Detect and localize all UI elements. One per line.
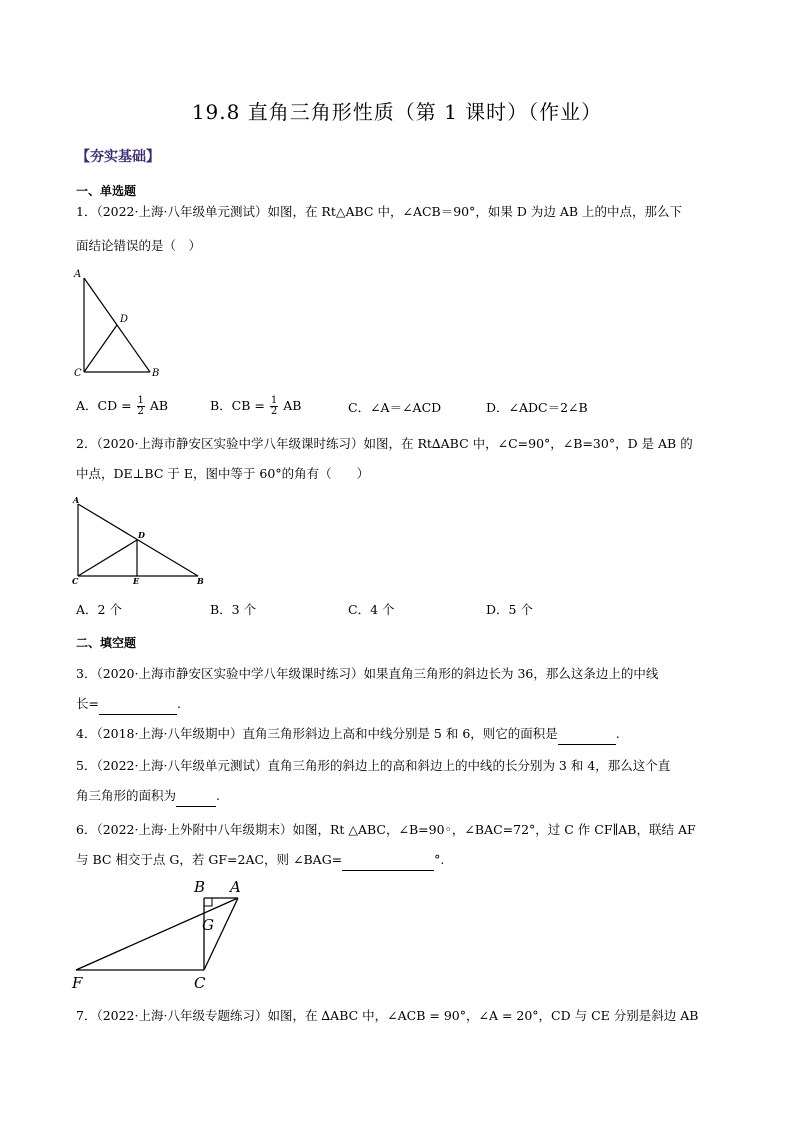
q2-option-c: C．4 个 — [348, 602, 395, 617]
q4-line: 4．（2018·上海·八年级期中）直角三角形斜边上高和中线分别是 5 和 6，则它的面积是 . — [76, 724, 620, 745]
q2-option-b: B．3 个 — [210, 602, 257, 617]
q1-line1: 1．（2022·上海·八年级单元测试）如图，在 Rt△ABC 中，∠ACB＝90°，如果 D 为边 AB 上的中点，那么下 — [76, 204, 683, 219]
q2-option-a: A．2 个 — [76, 602, 122, 617]
q1-triangle-figure — [70, 268, 170, 380]
q5-line1: 5．（2022·上海·八年级单元测试）直角三角形的斜边上的高和斜边上的中线的长分别为 3 和 4，那么这个直 — [76, 758, 671, 773]
q3-line1: 3．（2020·上海市静安区实验中学八年级课时练习）如果直角三角形的斜边长为 36，那么这条边上的中线 — [76, 666, 659, 681]
q6-line2: 与 BC 相交于点 G，若 GF=2AC，则 ∠BAG= °. — [76, 850, 444, 871]
q6-geometry-figure — [66, 876, 256, 994]
q2-option-d: D．5 个 — [486, 602, 533, 617]
q2-line1: 2．（2020·上海市静安区实验中学八年级课时练习）如图，在 Rt∆ABC 中，∠C=90°，∠B=30°，D 是 AB 的 — [76, 436, 693, 451]
q6-label-a: A — [230, 878, 241, 896]
q2-triangle-figure — [70, 494, 210, 586]
q2-label-d: D — [138, 530, 145, 540]
q1-label-b: B — [152, 368, 160, 379]
section-heading: 【夯实基础】 — [76, 149, 160, 165]
q1-label-c: C — [74, 368, 82, 379]
q1-label-d: D — [120, 314, 129, 325]
q5-answer-blank — [176, 786, 216, 807]
part-heading-single-choice: 一、单选题 — [76, 184, 137, 198]
q6-label-f: F — [72, 974, 83, 992]
q6-answer-blank — [342, 850, 434, 871]
q1-label-a: A — [74, 269, 82, 280]
page-title: 19.8 直角三角形性质（第 1 课时）（作业） — [191, 100, 603, 124]
q4-answer-blank — [558, 724, 616, 745]
part-heading-fill-blank: 二、填空题 — [76, 636, 137, 650]
q5-line2: 角三角形的面积为 . — [76, 786, 220, 807]
q6-label-b: B — [194, 878, 206, 896]
q1-option-b: B．CB = $\frac{1}{2}$ AB — [210, 395, 302, 417]
q2-label-c: C — [72, 576, 79, 586]
q2-label-e: E — [133, 576, 140, 586]
q6-label-c: C — [194, 974, 206, 992]
q2-line2: 中点，DE⊥BC 于 E，图中等于 60°的角有（ ） — [76, 466, 370, 481]
q2-label-b: B — [197, 576, 204, 586]
q1-option-d: D．∠ADC＝2∠B — [486, 400, 588, 415]
q3-answer-blank — [99, 694, 177, 715]
q1-line2: 面结论错误的是（ ） — [76, 238, 202, 253]
q1-option-a: A．CD = $\frac{1}{2}$ AB — [76, 395, 169, 417]
q1-option-c: C．∠A＝∠ACD — [348, 400, 442, 415]
q7-line1: 7．（2022·上海·八年级专题练习）如图，在 ∆ABC 中，∠ACB = 90°，∠A = 20°，CD 与 CE 分别是斜边 AB — [76, 1008, 699, 1023]
q6-line1: 6．（2022·上海·上外附中八年级期末）如图，Rt △ABC，∠B=90◦，∠BAC=72°，过 C 作 CF∥AB，联结 AF — [76, 822, 696, 837]
q3-line2: 长= . — [76, 694, 181, 715]
q2-label-a: A — [73, 495, 80, 505]
q6-label-g: G — [202, 916, 214, 934]
